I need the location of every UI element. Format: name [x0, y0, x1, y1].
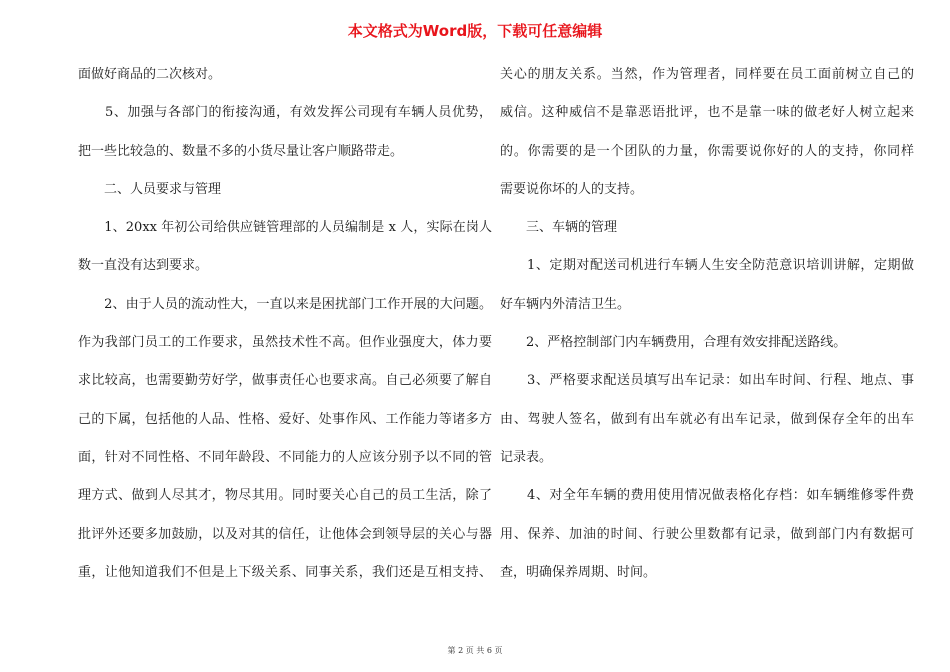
text-line: 把一些比较急的、数量不多的小货尽量让客户顺路带走。 [78, 143, 404, 159]
text-line: 批评外还要多加鼓励，以及对其的信任，让他体会到领导层的关心与器 [78, 526, 492, 542]
text-line: 查，明确保养周期、时间。 [500, 564, 657, 580]
text-line: 好车辆内外清洁卫生。 [500, 296, 631, 312]
text-line: 2、严格控制部门内车辆费用，合理有效安排配送路线。 [500, 335, 847, 351]
left-text-column [78, 62, 492, 598]
text-line: 求比较高，也需要勤劳好学，做事责任心也要求高。自己必须要了解自 [78, 373, 492, 389]
text-line: 2、由于人员的流动性大，一直以来是困扰部门工作开展的大问题。 [78, 296, 492, 312]
text-line: 作为我部门员工的工作要求，虽然技术性不高。但作业强度大，体力要 [78, 335, 492, 351]
page-footer [0, 645, 950, 656]
text-line: 威信。这种威信不是靠恶语批评，也不是靠一味的做老好人树立起来 [500, 105, 914, 121]
section-heading: 二、人员要求与管理 [78, 181, 222, 197]
text-line: 重，让他知道我们不但是上下级关系、同事关系，我们还是互相支持、 [78, 564, 492, 580]
section-heading: 三、车辆的管理 [500, 220, 618, 236]
footer-suffix: 页 [494, 646, 503, 655]
text-line: 记录表。 [500, 449, 553, 465]
text-line: 1、20xx 年初公司给供应链管理部的人员编制是 x 人，实际在岗人 [78, 220, 492, 236]
text-line: 理方式、做到人尽其才，物尽其用。同时要关心自己的员工生活，除了 [78, 488, 492, 504]
text-line: 用、保养、加油的时间、行驶公里数都有记录，做到部门内有数据可 [500, 526, 914, 542]
text-line: 5、加强与各部门的衔接沟通，有效发挥公司现有车辆人员优势， [78, 105, 492, 121]
text-line: 4、对全年车辆的费用使用情况做表格化存档：如车辆维修零件费 [500, 488, 914, 504]
document-banner [0, 20, 950, 42]
text-line: 面，针对不同性格、不同年龄段、不同能力的人应该分别予以不同的管 [78, 449, 492, 465]
text-line: 的。你需要的是一个团队的力量，你需要说你好的人的支持，你同样 [500, 143, 914, 159]
text-line: 需要说你坏的人的支持。 [500, 181, 644, 197]
text-line: 面做好商品的二次核对。 [78, 67, 222, 82]
current-page-number: 2 [458, 646, 464, 655]
text-line: 由、驾驶人签名，做到有出车就必有出车记录，做到保存全年的出车 [500, 411, 914, 427]
text-line: 关心的朋友关系。当然，作为管理者，同样要在员工面前树立自己的 [500, 67, 914, 82]
banner-text: 本文格式为Word版，下载可任意编辑 [347, 22, 603, 40]
text-line: 3、严格要求配送员填写出车记录：如出车时间、行程、地点、事 [500, 373, 914, 389]
text-line: 1、定期对配送司机进行车辆人生安全防范意识培训讲解，定期做 [500, 258, 914, 274]
footer-middle: 页 共 [465, 646, 485, 655]
text-line: 数一直没有达到要求。 [78, 258, 209, 274]
right-text-column [500, 62, 914, 598]
total-page-count: 6 [486, 646, 492, 655]
text-line: 己的下属，包括他的人品、性格、爱好、处事作风、工作能力等诸多方 [78, 411, 492, 427]
footer-prefix: 第 [447, 646, 456, 655]
